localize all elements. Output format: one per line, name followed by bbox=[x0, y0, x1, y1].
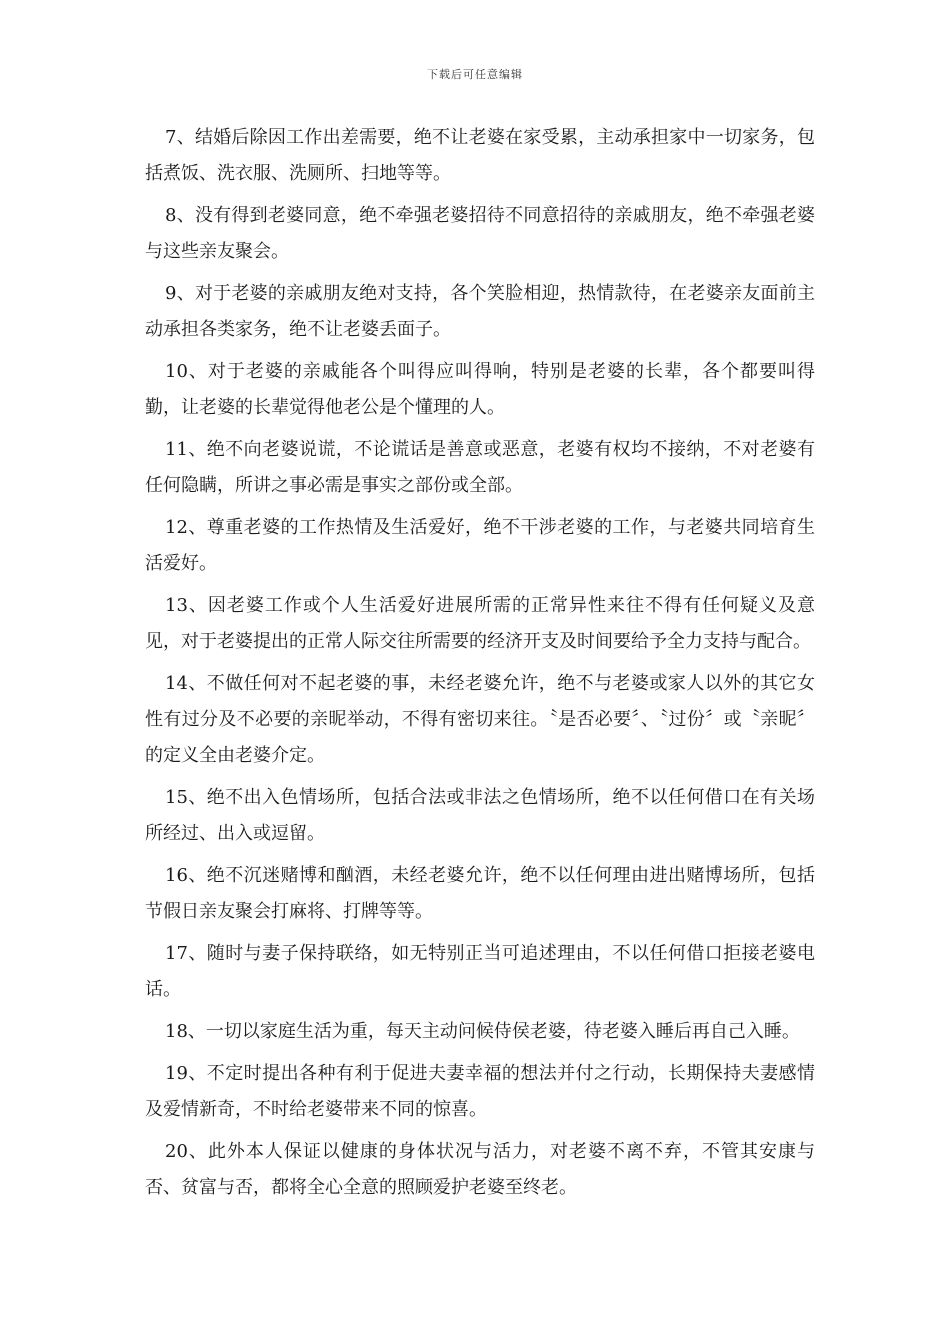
clause-14: 14、不做任何对不起老婆的事，未经老婆允许，绝不与老婆或家人以外的其它女性有过分及不必要的亲昵举动，不得有密切来往。〝是否必要〞、〝过份〞或〝亲昵〞的定义全由老婆介定。 bbox=[145, 673, 815, 766]
clause-10: 10、对于老婆的亲戚能各个叫得应叫得响，特别是老婆的长辈，各个都要叫得勤，让老婆的长辈觉得他老公是个懂理的人。 bbox=[145, 361, 815, 418]
clause-13: 13、因老婆工作或个人生活爱好进展所需的正常异性来往不得有任何疑义及意见，对于老婆提出的正常人际交往所需要的经济开支及时间要给予全力支持与配合。 bbox=[145, 595, 815, 652]
document-body bbox=[145, 120, 815, 1212]
clause-12: 12、尊重老婆的工作热情及生活爱好，绝不干涉老婆的工作，与老婆共同培育生活爱好。 bbox=[145, 517, 815, 574]
clause-7: 7、结婚后除因工作出差需要，绝不让老婆在家受累，主动承担家中一切家务，包括煮饭、洗衣服、洗厕所、扫地等等。 bbox=[145, 127, 815, 184]
clause-15: 15、绝不出入色情场所，包括合法或非法之色情场所，绝不以任何借口在有关场所经过、出入或逗留。 bbox=[145, 787, 815, 844]
clause-18: 18、一切以家庭生活为重，每天主动问候侍侯老婆，待老婆入睡后再自己入睡。 bbox=[165, 1021, 800, 1042]
clause-16: 16、绝不沉迷赌博和酗酒，未经老婆允许，绝不以任何理由进出赌博场所，包括节假日亲友聚会打麻将、打牌等等。 bbox=[145, 865, 815, 922]
clause-11: 11、绝不向老婆说谎，不论谎话是善意或恶意，老婆有权均不接纳，不对老婆有任何隐瞒，所讲之事必需是事实之部份或全部。 bbox=[145, 439, 815, 496]
clause-8: 8、没有得到老婆同意，绝不牵强老婆招待不同意招待的亲戚朋友，绝不牵强老婆与这些亲友聚会。 bbox=[145, 205, 815, 262]
clause-9: 9、对于老婆的亲戚朋友绝对支持，各个笑脸相迎，热情款待，在老婆亲友面前主动承担各类家务，绝不让老婆丢面子。 bbox=[145, 283, 815, 340]
clause-17: 17、随时与妻子保持联络，如无特别正当可追述理由，不以任何借口拒接老婆电话。 bbox=[145, 943, 815, 1000]
clause-19: 19、不定时提出各种有利于促进夫妻幸福的想法并付之行动，长期保持夫妻感情及爱情新奇，不时给老婆带来不同的惊喜。 bbox=[145, 1063, 815, 1120]
clause-20: 20、此外本人保证以健康的身体状况与活力，对老婆不离不弃，不管其安康与否、贫富与否，都将全心全意的照顾爱护老婆至终老。 bbox=[145, 1141, 815, 1198]
page-header: 下载后可任意编辑 bbox=[427, 68, 523, 81]
